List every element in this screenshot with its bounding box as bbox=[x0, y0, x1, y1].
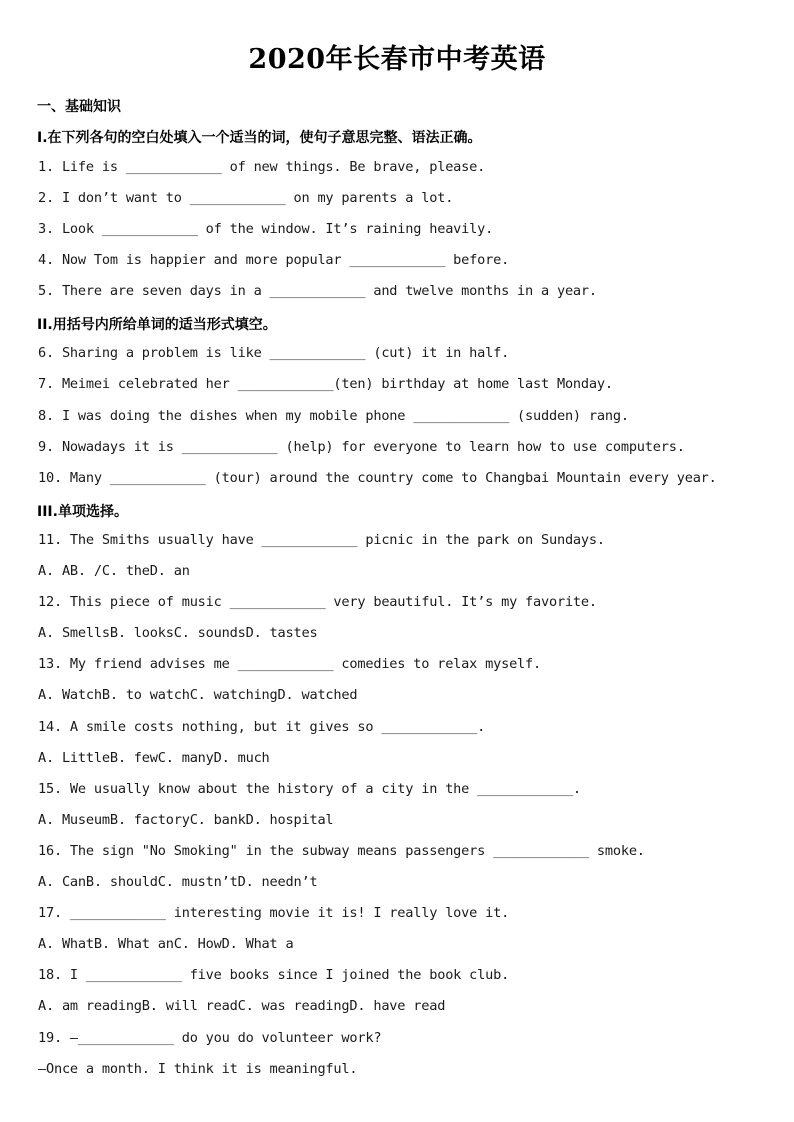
part3-heading: III.单项选择。 bbox=[37, 504, 128, 520]
question-8: 8. I was doing the dishes when my mobile phone ____________ (sudden) rang. bbox=[38, 408, 629, 424]
question-5: 5. There are seven days in a ____________ and twelve months in a year. bbox=[38, 283, 597, 299]
question-10: 10. Many ____________ (tour) around the country come to Changbai Mountain every year. bbox=[38, 470, 717, 486]
question-13-options: A. WatchB. to watchC. watchingD. watched bbox=[38, 687, 358, 703]
question-19: 19. —____________ do you do volunteer work? bbox=[38, 1030, 382, 1046]
question-16: 16. The sign "No Smoking" in the subway means passengers ____________ smoke. bbox=[38, 843, 645, 859]
question-18: 18. I ____________ five books since I joined the book club. bbox=[38, 967, 510, 983]
question-16-options: A. CanB. shouldC. mustn’tD. needn’t bbox=[38, 874, 318, 890]
question-19-response: —Once a month. I think it is meaningful. bbox=[38, 1061, 358, 1077]
question-13: 13. My friend advises me ____________ comedies to relax myself. bbox=[38, 656, 542, 672]
question-11: 11. The Smiths usually have ____________ picnic in the park on Sundays. bbox=[38, 532, 605, 548]
part2-heading: II.用括号内所给单词的适当形式填空。 bbox=[37, 317, 277, 333]
question-1: 1. Life is ____________ of new things. Be brave, please. bbox=[38, 159, 486, 175]
section-heading-basic-knowledge: 一、基础知识 bbox=[37, 99, 121, 115]
page-title: 2020年长春市中考英语 bbox=[248, 44, 546, 75]
question-17: 17. ____________ interesting movie it is! I really love it. bbox=[38, 905, 510, 921]
question-15: 15. We usually know about the history of a city in the ____________. bbox=[38, 781, 581, 797]
question-7: 7. Meimei celebrated her ____________(ten) birthday at home last Monday. bbox=[38, 376, 613, 392]
question-3: 3. Look ____________ of the window. It’s raining heavily. bbox=[38, 221, 494, 237]
question-11-options: A. AB. /C. theD. an bbox=[38, 563, 190, 579]
question-17-options: A. WhatB. What anC. HowD. What a bbox=[38, 936, 294, 952]
question-6: 6. Sharing a problem is like ____________ (cut) it in half. bbox=[38, 345, 510, 361]
question-2: 2. I don’t want to ____________ on my parents a lot. bbox=[38, 190, 454, 206]
question-4: 4. Now Tom is happier and more popular ____________ before. bbox=[38, 252, 510, 268]
part1-heading: I.在下列各句的空白处填入一个适当的词，使句子意思完整、语法正确。 bbox=[37, 130, 482, 146]
question-12: 12. This piece of music ____________ very beautiful. It’s my favorite. bbox=[38, 594, 597, 610]
question-15-options: A. MuseumB. factoryC. bankD. hospital bbox=[38, 812, 334, 828]
question-9: 9. Nowadays it is ____________ (help) for everyone to learn how to use computers. bbox=[38, 439, 685, 455]
question-14-options: A. LittleB. fewC. manyD. much bbox=[38, 750, 270, 766]
question-18-options: A. am readingB. will readC. was readingD. have read bbox=[38, 998, 446, 1014]
question-14: 14. A smile costs nothing, but it gives so ____________. bbox=[38, 719, 486, 735]
question-12-options: A. SmellsB. looksC. soundsD. tastes bbox=[38, 625, 318, 641]
